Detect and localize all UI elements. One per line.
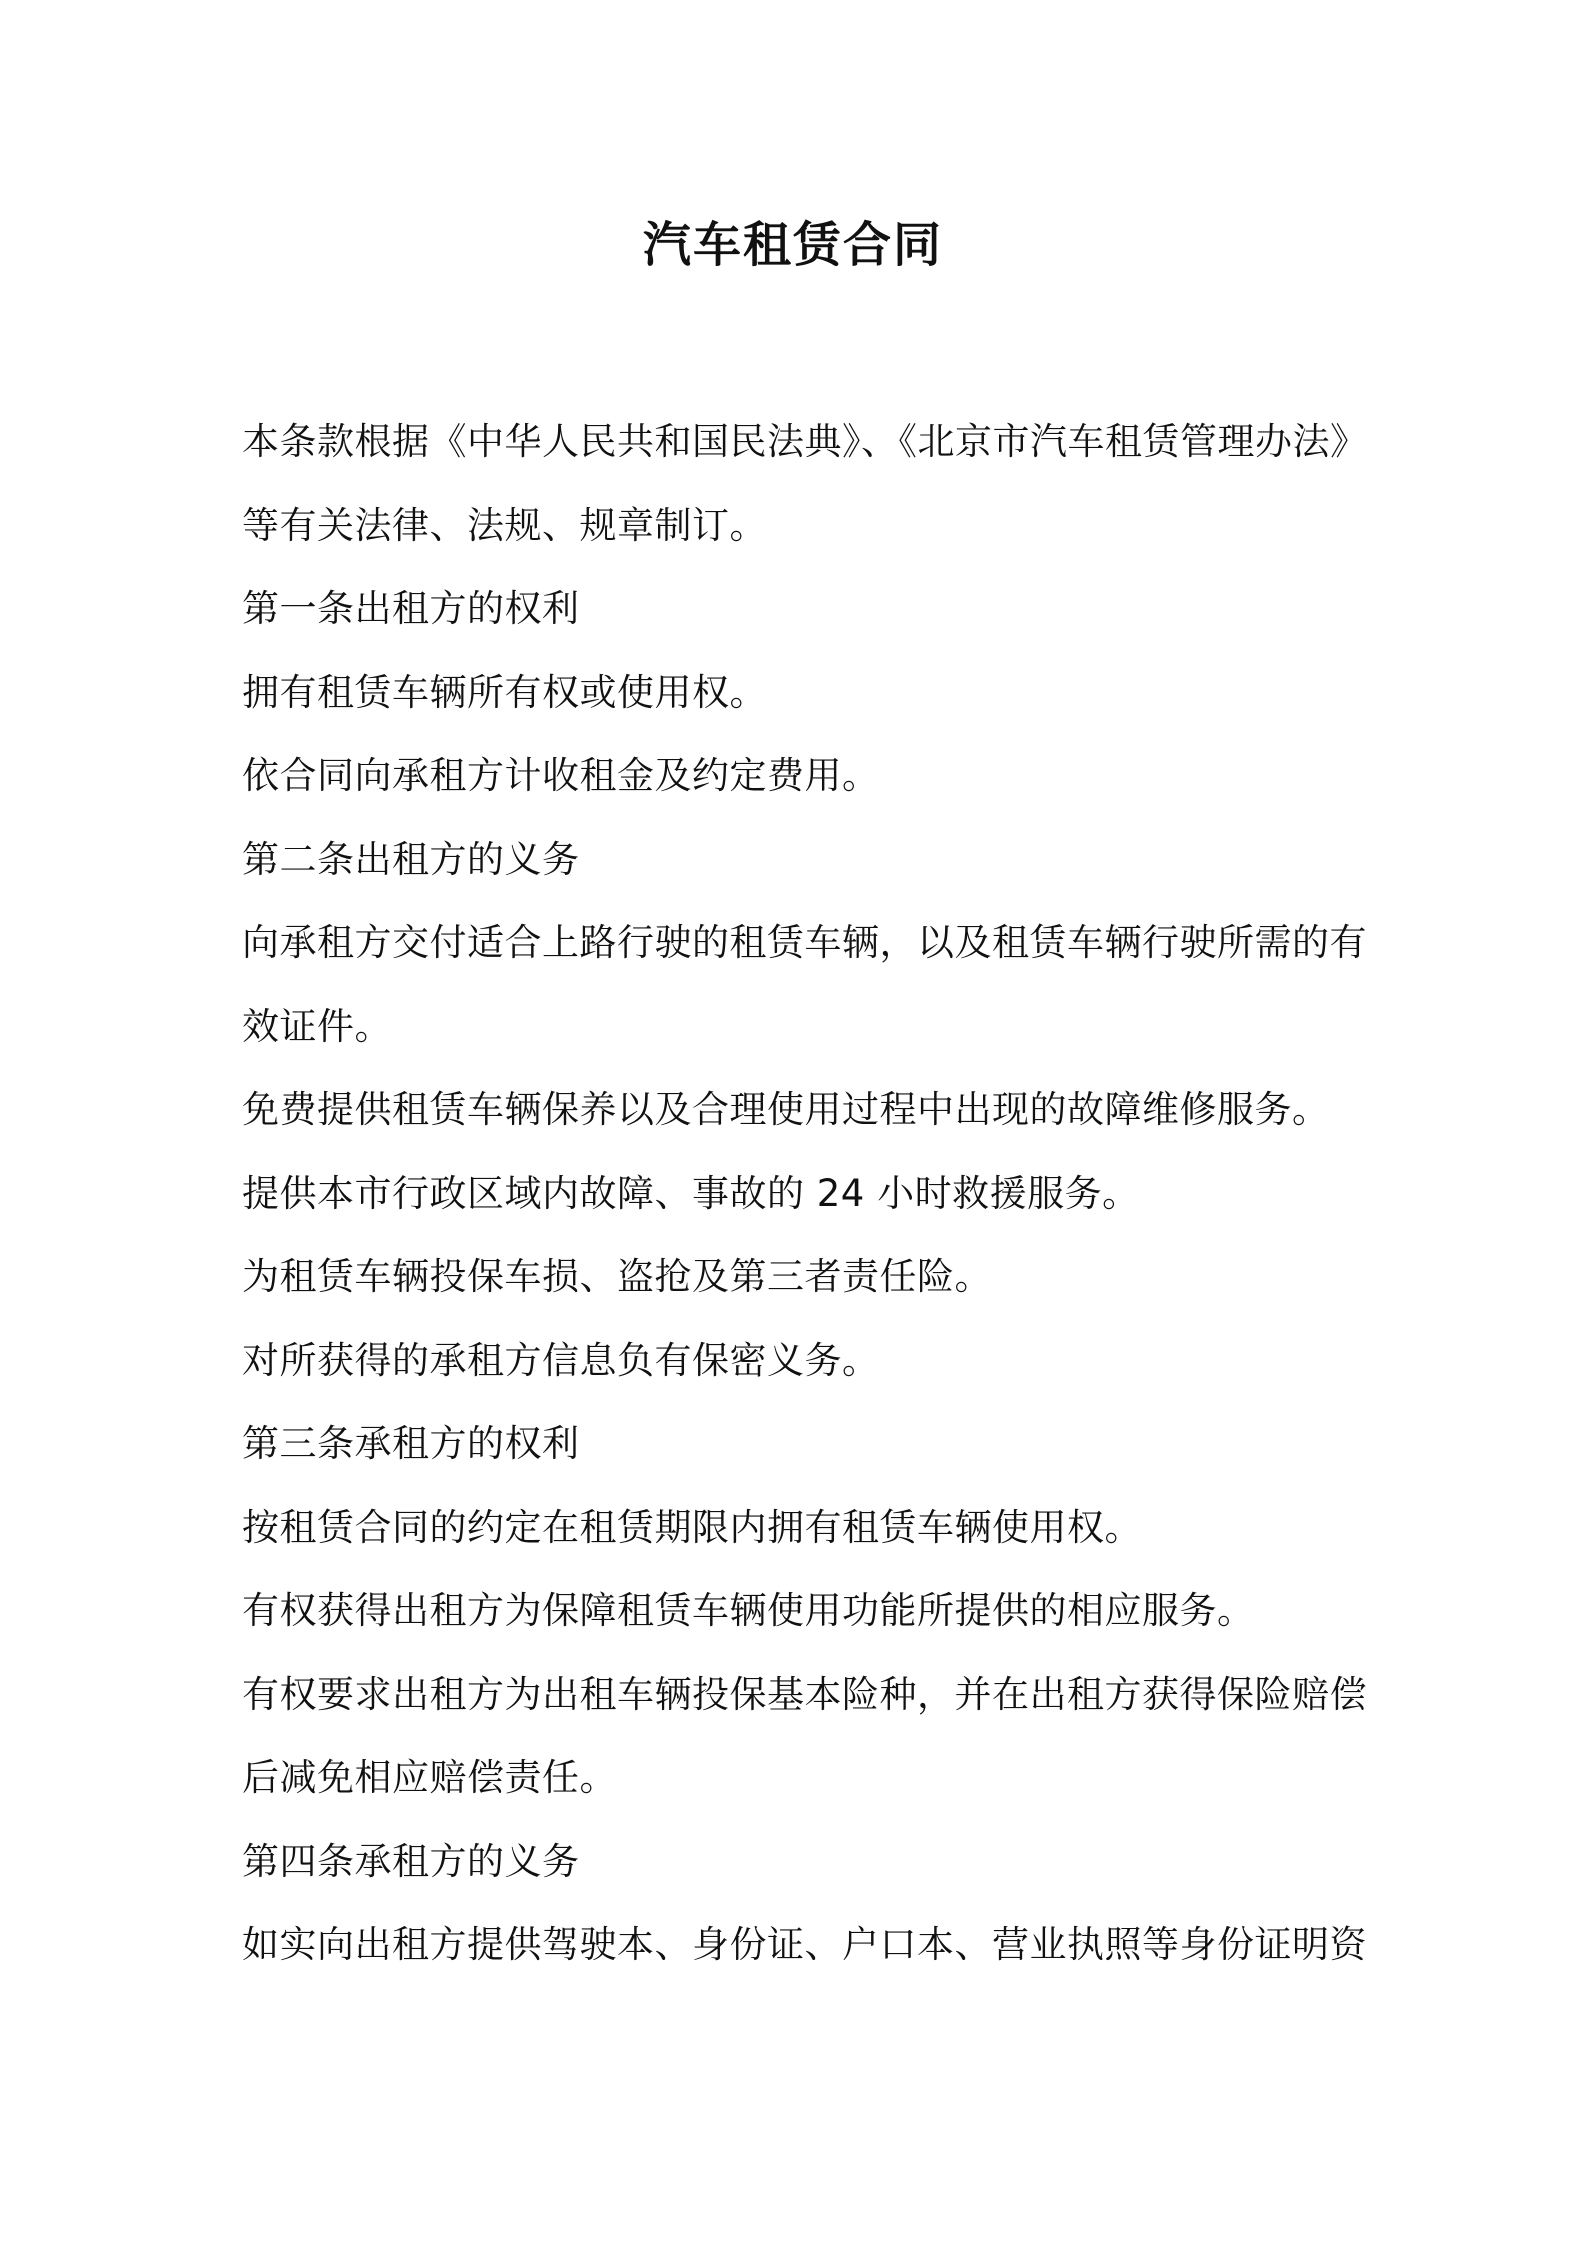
body-line: 对所获得的承租方信息负有保密义务。 — [242, 1338, 880, 1382]
body-line: 提供本市行政区域内故障、事故的 24 小时救援服务。 — [242, 1171, 1140, 1215]
body-line: 为租赁车辆投保车损、盗抢及第三者责任险。 — [242, 1255, 992, 1298]
body-line: 等有关法律、法规、规章制订。 — [242, 503, 767, 547]
body-line: 本条款根据《中华人民共和国民法典》、《北京市汽车租赁管理办法》 — [242, 420, 1368, 463]
body-line: 后减免相应赔偿责任。 — [242, 1756, 617, 1799]
body-line: 依合同向承租方计收租金及约定费用。 — [242, 754, 880, 797]
document-title: 汽车租赁合同 — [642, 217, 943, 273]
body-line: 向承租方交付适合上路行驶的租赁车辆，以及租赁车辆行驶所需的有 — [242, 921, 1367, 964]
body-line: 效证件。 — [242, 1004, 392, 1048]
body-line: 免费提供租赁车辆保养以及合理使用过程中出现的故障维修服务。 — [242, 1088, 1330, 1131]
section-heading: 第二条出租方的义务 — [242, 837, 580, 881]
body-line: 有权要求出租方为出租车辆投保基本险种，并在出租方获得保险赔偿 — [242, 1672, 1367, 1716]
body-line: 如实向出租方提供驾驶本、身份证、户口本、营业执照等身份证明资 — [242, 1923, 1367, 1966]
section-heading: 第三条承租方的权利 — [242, 1422, 580, 1465]
body-line: 有权获得出租方为保障租赁车辆使用功能所提供的相应服务。 — [242, 1589, 1255, 1632]
body-line: 拥有租赁车辆所有权或使用权。 — [242, 670, 767, 714]
document-body — [242, 400, 1368, 1987]
section-heading: 第一条出租方的权利 — [242, 587, 580, 630]
section-heading: 第四条承租方的义务 — [242, 1839, 580, 1883]
body-line: 按租赁合同的约定在租赁期限内拥有租赁车辆使用权。 — [242, 1505, 1142, 1549]
